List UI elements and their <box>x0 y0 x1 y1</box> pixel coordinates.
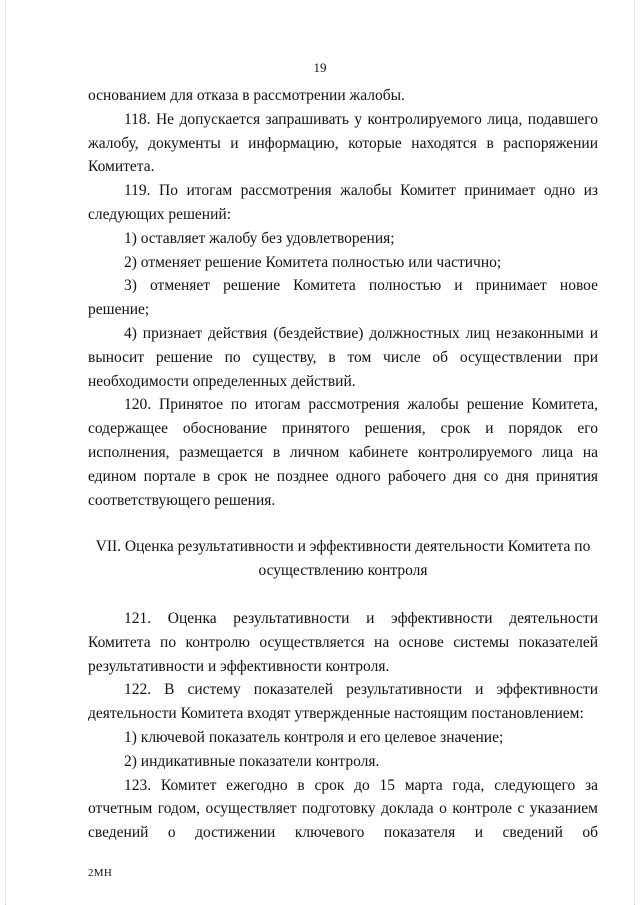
list-item-119-1: 1) оставляет жалобу без удовлетворения; <box>124 229 395 247</box>
list-item-119-2: 2) отменяет решение Комитета полностью или частично; <box>124 253 502 271</box>
paragraph-120: 120. Принятое по итогам рассмотрения жалобы решение Комитета, содержащее обоснование принятого решения, срок и порядок его исполнения, размещается в личном кабинете контролируемого лица на едином портале в срок не позднее одного рабочего дня со дня принятия соответствующего решения. <box>88 396 598 509</box>
section-heading: VII. Оценка результативности и эффективности деятельности Комитета по осуществлению контроля <box>95 538 591 580</box>
document-body <box>88 84 598 845</box>
paragraph-continuation: основанием для отказа в рассмотрении жалобы. <box>88 87 405 104</box>
page-edge-right <box>634 0 635 905</box>
paragraph-122: 122. В систему показателей результативности и эффективности деятельности Комитета входят утвержденные настоящим постановлением: <box>88 681 598 723</box>
paragraph-118: 118. Не допускается запрашивать у контролируемого лица, подавшего жалобу, документы и информацию, которые находятся в распоряжении Комитета. <box>88 110 598 176</box>
page-edge-left <box>5 0 6 905</box>
page-number: 19 <box>313 60 327 75</box>
paragraph-119: 119. По итогам рассмотрения жалобы Комитет принимает одно из следующих решений: <box>88 182 598 223</box>
list-item-122-2: 2) индикативные показатели контроля. <box>124 752 380 770</box>
paragraph-123: 123. Комитет ежегодно в срок до 15 марта года, следующего за отчетным годом, осуществляет подготовку доклада о контроле с указанием сведений о достижении ключевого показателя и сведений об <box>88 776 598 842</box>
list-item-119-3: 3) отменяет решение Комитета полностью и принимает новое решение; <box>88 277 598 319</box>
footer-code: 2МН <box>88 867 113 879</box>
paragraph-121: 121. Оценка результативности и эффективности деятельности Комитета по контролю осуществляется на основе системы показателей результативности и эффективности контроля. <box>88 609 598 675</box>
list-item-119-4: 4) признает действия (бездействие) должностных лиц незаконными и выносит решение по существу, в том числе об осуществлении при необходимости определенных действий. <box>88 324 598 390</box>
list-item-122-1: 1) ключевой показатель контроля и его целевое значение; <box>124 728 504 746</box>
